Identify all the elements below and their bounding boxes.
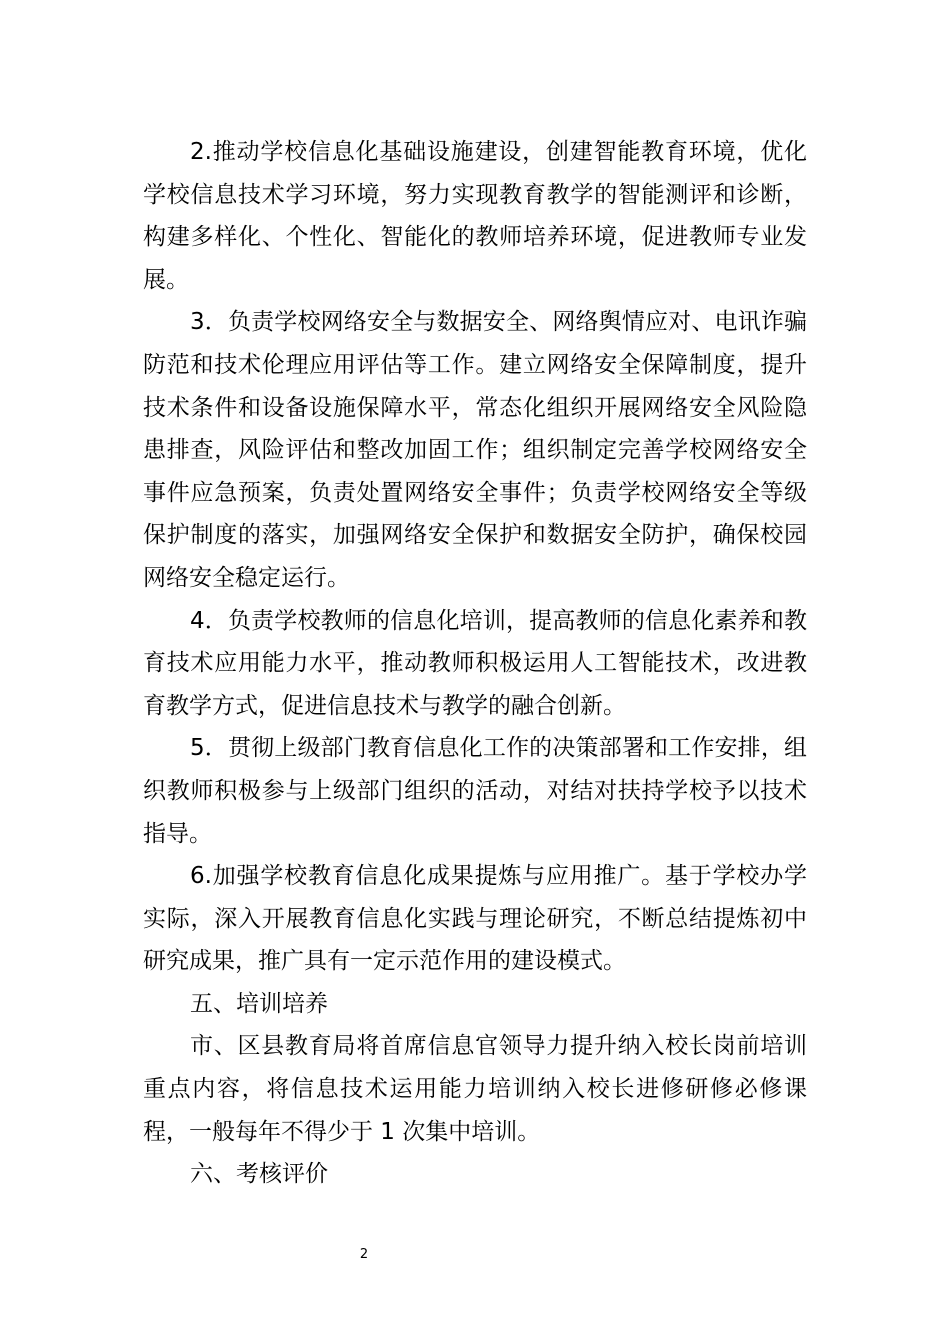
paragraph-training-content: 市、区县教育局将首席信息官领导力提升纳入校长岗前培训重点内容，将信息技术运用能力培训纳入校长进修研修必修课程，一般每年不得少于 1 次集中培训。 [143, 1033, 807, 1145]
document-body [143, 131, 807, 1196]
section-heading-training: 五、培训培养 [190, 990, 328, 1017]
page-number: 2 [359, 1247, 369, 1262]
paragraph-teacher-training: 4．负责学校教师的信息化培训，提高教师的信息化素养和教育技术应用能力水平，推动教师积极运用人工智能技术，改进教育教学方式，促进信息技术与教学的融合创新。 [143, 607, 807, 719]
paragraph-achievements: 6.加强学校教育信息化成果提炼与应用推广。基于学校办学实际，深入开展教育信息化实践与理论研究，不断总结提炼初中研究成果，推广具有一定示范作用的建设模式。 [143, 863, 807, 975]
section-heading-evaluation: 六、考核评价 [190, 1161, 328, 1188]
paragraph-network-security: 3．负责学校网络安全与数据安全、网络舆情应对、电讯诈骗防范和技术伦理应用评估等工作。建立网络安全保障制度，提升技术条件和设备设施保障水平，常态化组织开展网络安全风险隐患排查，风险评估和整改加固工作；组织制定完善学校网络安全事件应急预案，负责处置网络安全事件；负责学校网络安全等级保护制度的落实，加强网络安全保护和数据安全防护，确保校园网络安全稳定运行。 [143, 309, 807, 591]
paragraph-infrastructure: 2.推动学校信息化基础设施建设，创建智能教育环境，优化学校信息技术学习环境，努力实现教育教学的智能测评和诊断，构建多样化、个性化、智能化的教师培养环境，促进教师专业发展。 [143, 139, 807, 293]
paragraph-implement-policy: 5．贯彻上级部门教育信息化工作的决策部署和工作安排，组织教师积极参与上级部门组织的活动，对结对扶持学校予以技术指导。 [143, 735, 807, 847]
